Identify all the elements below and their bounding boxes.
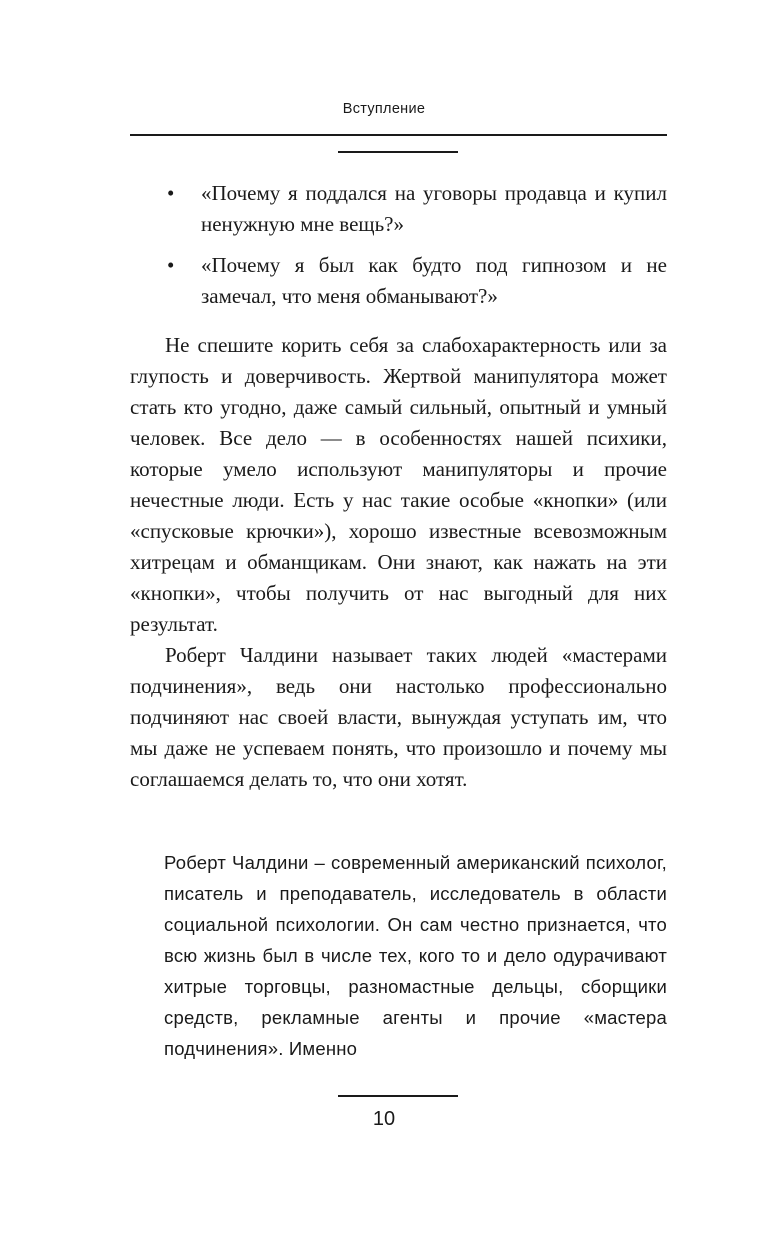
- list-item: [130, 178, 667, 240]
- running-head: Вступление: [342, 101, 426, 117]
- paragraph: Роберт Чалдини называет таких людей «мастерами подчинения», ведь они настолько профессионально подчиняют нас своей власти, вынуждая уступать им, что мы даже не успеваем понять, что произошло и почему мы соглашаемся делать то, что они хотят.: [130, 643, 667, 791]
- bullet-icon: •: [167, 253, 175, 277]
- bottom-divider: [338, 1095, 458, 1097]
- page-number: 10: [372, 1108, 396, 1130]
- body-text: [130, 330, 667, 795]
- bullet-text: «Почему я поддался на уговоры продавца и купил ненужную мне вещь?»: [201, 181, 667, 236]
- top-divider: [338, 151, 458, 153]
- header-rule: [130, 134, 667, 136]
- bullet-text: «Почему я был как будто под гипнозом и не замечал, что меня обманывают?»: [201, 253, 667, 308]
- bullet-list: [130, 178, 667, 322]
- info-note: Роберт Чалдини – современный американский психолог, писатель и преподаватель, исследователь в области социальной психологии. Он сам честно признается, что всю жизнь был в числе тех, кого то и дело одурачивают хитрые торговцы, разномастные дельцы, сборщики средств, рекламные агенты и прочие «мастера подчинения». Именно: [164, 852, 667, 1059]
- paragraph: Не спешите корить себя за слабохарактерность или за глупость и доверчивость. Жертвой манипулятора может стать кто угодно, даже самый сильный, опытный и умный человек. Все дело — в особенностях нашей психики, которые умело используют манипуляторы и прочие нечестные люди. Есть у нас такие особые «кнопки» (или «спусковые крючки»), хорошо известные всевозможным хитрецам и обманщикам. Они знают, как нажать на эти «кнопки», чтобы получить от нас выгодный для них результат.: [130, 333, 667, 636]
- list-item: [130, 250, 667, 312]
- bullet-icon: •: [167, 181, 175, 205]
